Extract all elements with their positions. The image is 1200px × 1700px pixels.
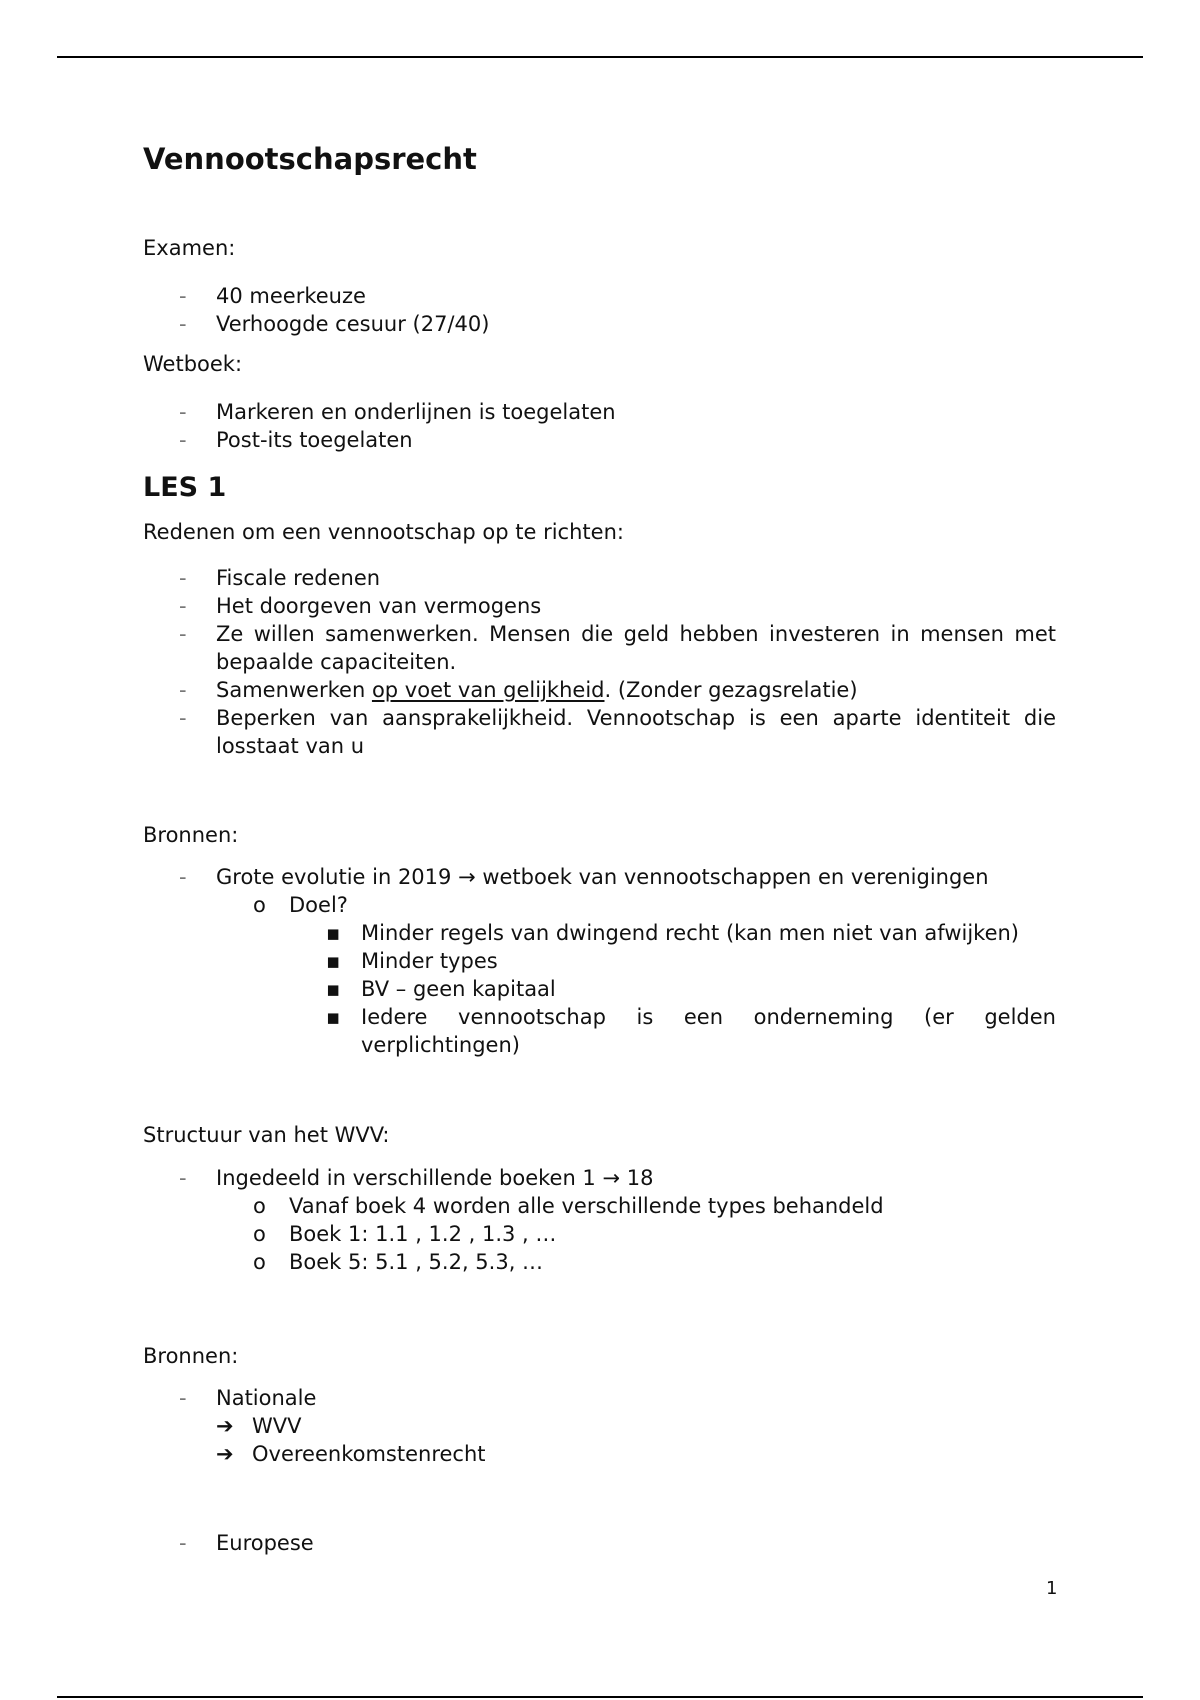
list-item: - Nationale [179, 1386, 317, 1410]
list-item: o Doel? [253, 893, 348, 917]
wetboek-label: Wetboek: [143, 352, 243, 376]
header-rule [57, 56, 1143, 58]
circle-bullet-icon: o [253, 1222, 266, 1246]
list-item: - Verhoogde cesuur (27/40) [179, 312, 490, 336]
list-item: ➔ WVV [216, 1414, 302, 1438]
dash-icon: - [179, 566, 187, 590]
circle-bullet-icon: o [253, 1194, 266, 1218]
list-item: ▪ Minder types [326, 949, 498, 973]
list-item: o Boek 5: 5.1 , 5.2, 5.3, … [253, 1250, 544, 1274]
examen-list [143, 282, 1056, 338]
les1-intro: Redenen om een vennootschap op te richten: [143, 520, 624, 544]
list-item: - Post-its toegelaten [179, 428, 413, 452]
underlined-text: op voet van gelijkheid [371, 678, 605, 702]
bronnen-list [143, 863, 1056, 1059]
structuur-list [143, 1164, 1056, 1276]
list-item: - Het doorgeven van vermogens [179, 594, 542, 618]
dash-icon: - [179, 622, 187, 646]
arrow-right-icon: ➔ [216, 1414, 234, 1438]
list-item: ▪ Minder regels van dwingend recht (kan men niet van afwijken) [326, 921, 1019, 945]
dash-icon: - [179, 284, 187, 308]
dash-icon: - [179, 428, 187, 452]
list-item: - Grote evolutie in 2019 → wetboek van vennootschappen en verenigingen [179, 865, 989, 889]
page-number: 1 [1046, 1578, 1058, 1599]
dash-icon: - [179, 865, 187, 889]
square-bullet-icon: ▪ [326, 921, 341, 945]
square-bullet-icon: ▪ [326, 977, 341, 1001]
arrow-right-icon: ➔ [216, 1442, 234, 1466]
dash-icon: - [179, 678, 187, 702]
redenen-list [143, 564, 1056, 760]
list-item: o Boek 1: 1.1 , 1.2 , 1.3 , … [253, 1222, 557, 1246]
list-item: - Ingedeeld in verschillende boeken 1 → 18 [179, 1166, 654, 1190]
bronnen2-list [143, 1384, 1056, 1468]
examen-label: Examen: [143, 236, 236, 260]
list-item: ➔ Overeenkomstenrecht [216, 1442, 486, 1466]
dash-icon: - [179, 706, 187, 730]
footer-rule [57, 1696, 1143, 1698]
list-item: ▪ Iedere vennootschap is een onderneming (er gelden verplichtingen) [326, 1005, 1056, 1057]
dash-icon: - [179, 1531, 187, 1555]
list-item: - Ze willen samenwerken. Mensen die geld hebben investeren in mensen met bepaalde capaciteiten. [179, 622, 1056, 674]
europese-list [143, 1529, 1056, 1557]
circle-bullet-icon: o [253, 1250, 266, 1274]
wetboek-list [143, 398, 1056, 454]
dash-icon: - [179, 400, 187, 424]
square-bullet-icon: ▪ [326, 1005, 341, 1029]
list-item: - Markeren en onderlijnen is toegelaten [179, 400, 616, 424]
dash-icon: - [179, 312, 187, 336]
dash-icon: - [179, 1166, 187, 1190]
list-item: - Europese [179, 1531, 314, 1555]
list-item: ▪ BV – geen kapitaal [326, 977, 556, 1001]
dash-icon: - [179, 594, 187, 618]
list-item: - Samenwerken op voet van gelijkheid. (Zonder gezagsrelatie) [179, 678, 858, 702]
list-item: o Vanaf boek 4 worden alle verschillende types behandeld [253, 1194, 884, 1218]
bronnen2-label: Bronnen: [143, 1344, 239, 1368]
list-item: - Fiscale redenen [179, 566, 381, 590]
dash-icon: - [179, 1386, 187, 1410]
circle-bullet-icon: o [253, 893, 266, 917]
square-bullet-icon: ▪ [326, 949, 341, 973]
list-item: - 40 meerkeuze [179, 284, 366, 308]
section-heading-les1: LES 1 [143, 472, 227, 503]
list-item: - Beperken van aansprakelijkheid. Vennootschap is een aparte identiteit die losstaat van u [179, 706, 1056, 758]
bronnen-label: Bronnen: [143, 823, 239, 847]
page-title: Vennootschapsrecht [143, 142, 477, 176]
structuur-label: Structuur van het WVV: [143, 1123, 390, 1147]
